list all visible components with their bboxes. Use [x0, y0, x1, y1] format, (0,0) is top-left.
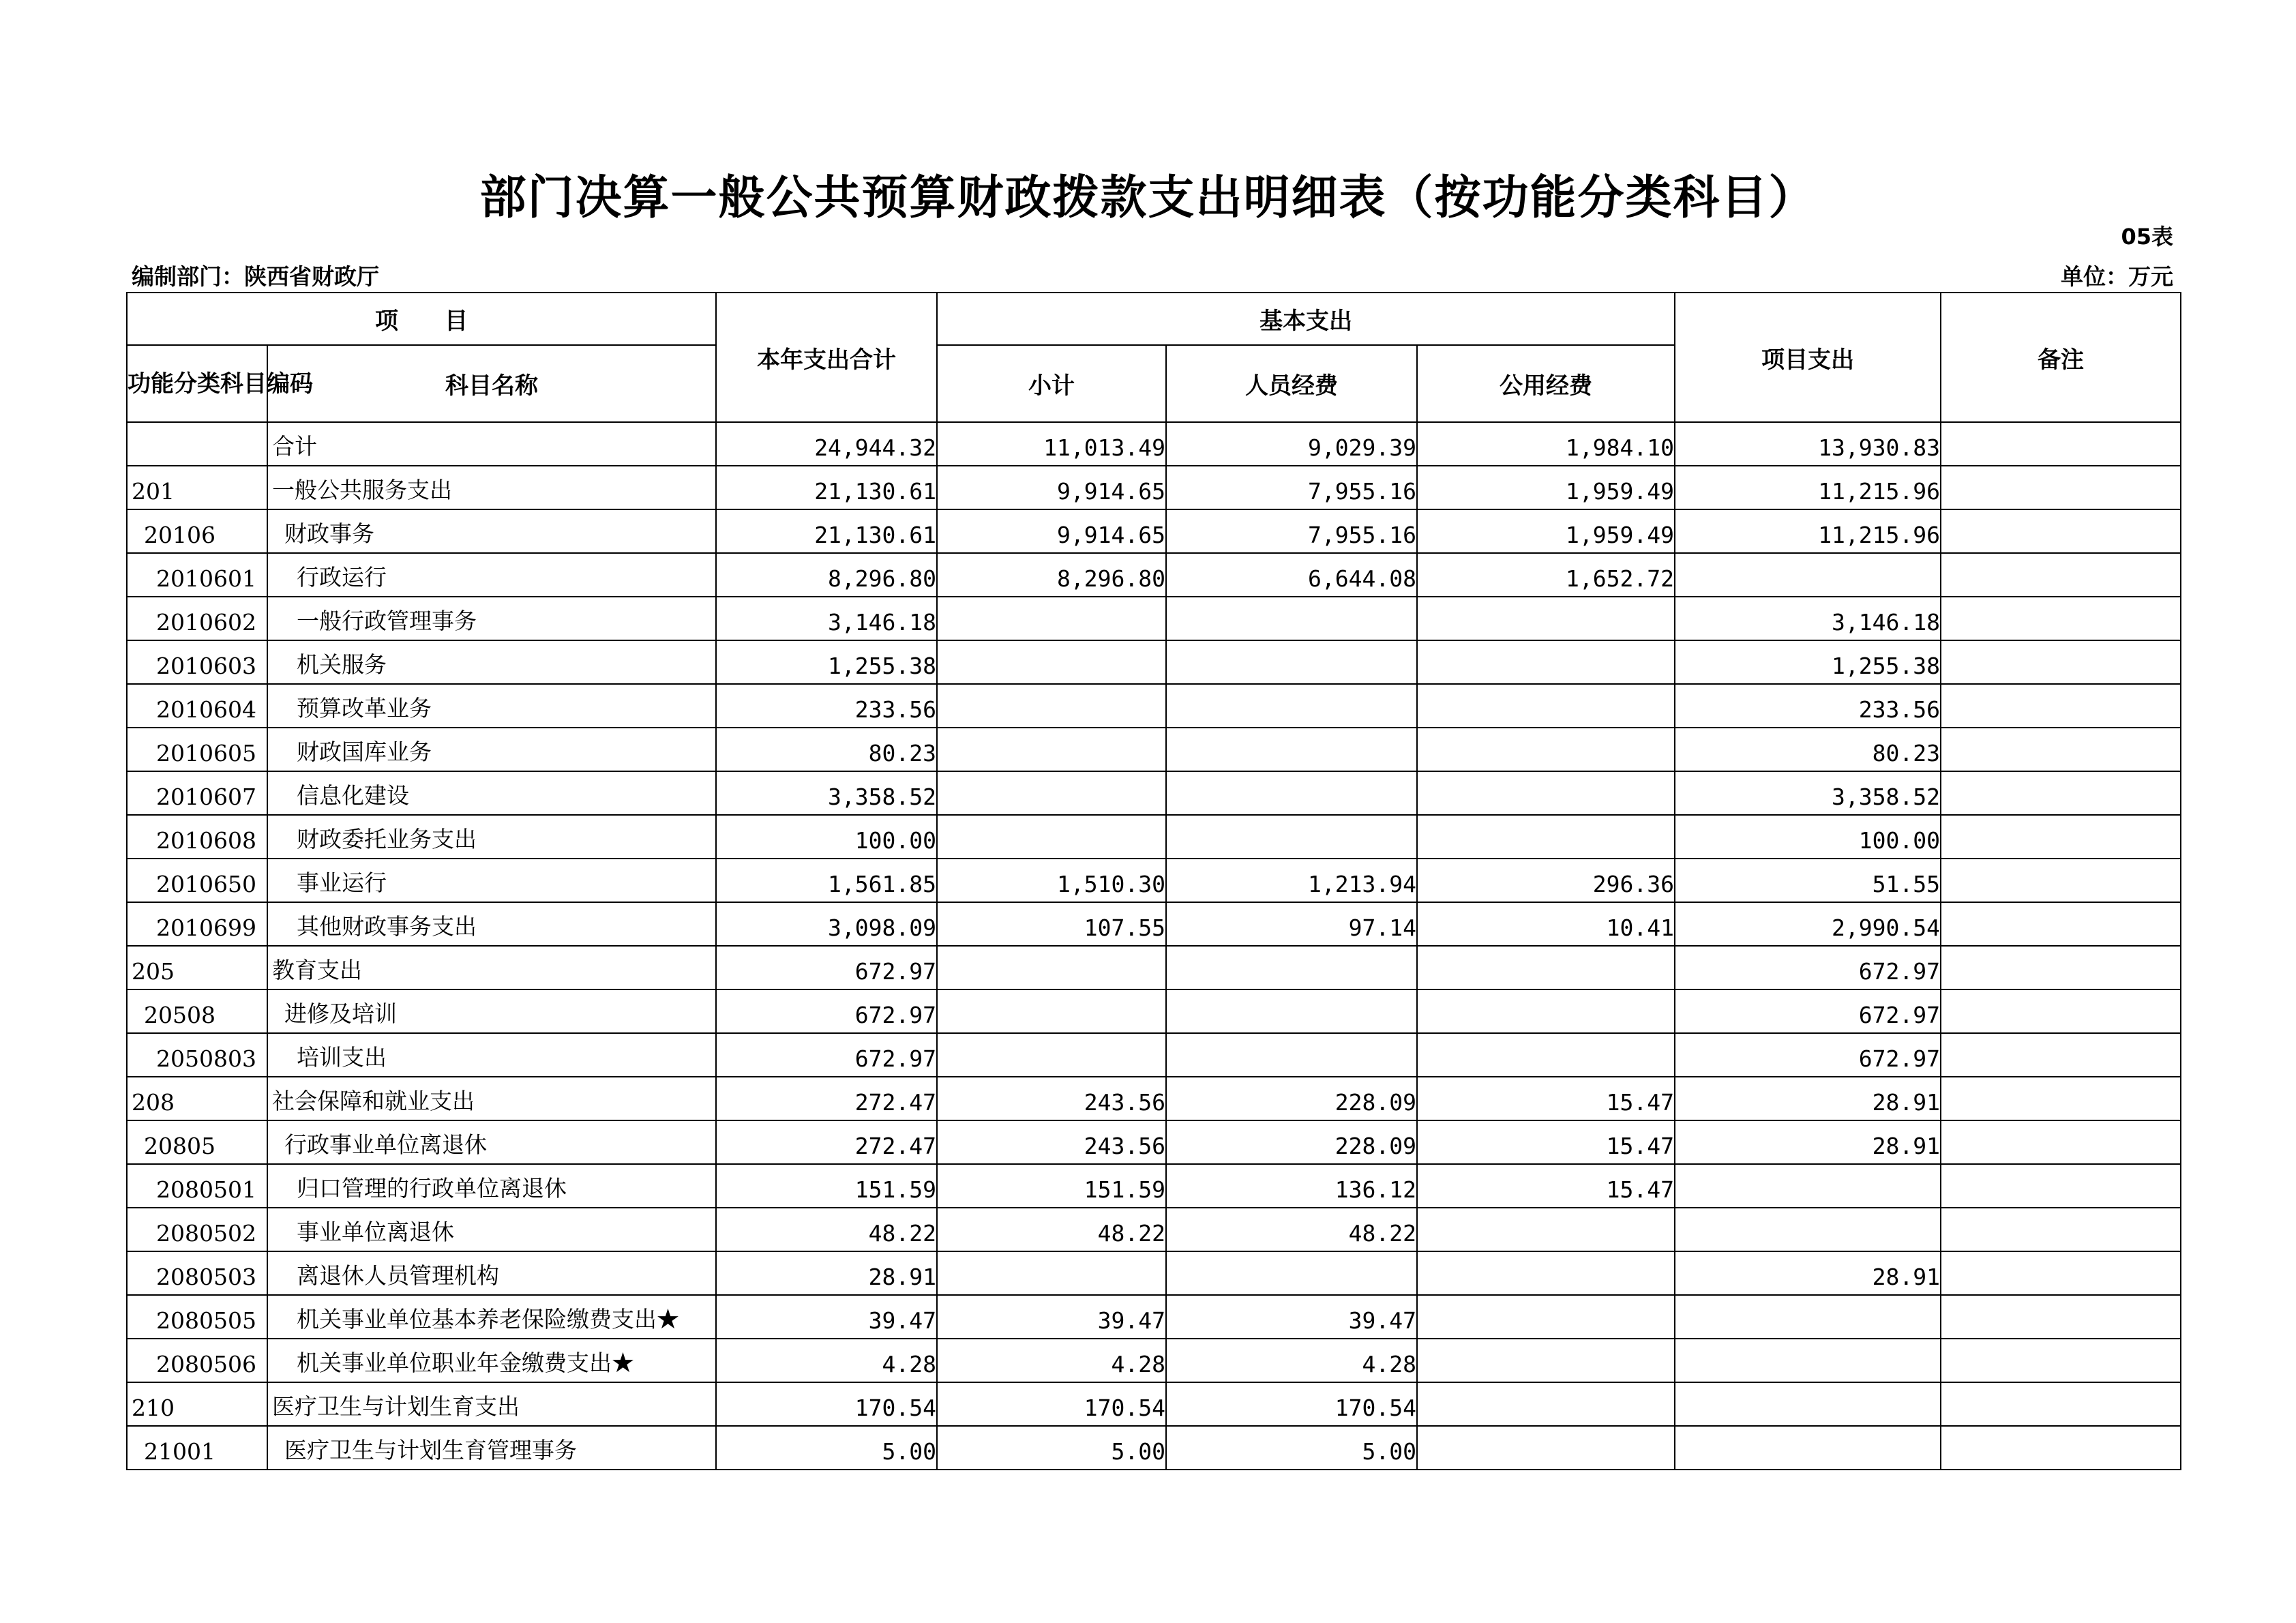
- table-row: [127, 466, 2181, 509]
- cell-subject-name: 机关事业单位基本养老保险缴费支出★: [267, 1295, 716, 1339]
- cell-note: [1941, 1251, 2181, 1295]
- cell-subtotal: 243.56: [937, 1120, 1166, 1164]
- cell-note: [1941, 640, 2181, 684]
- cell-subtotal: [937, 989, 1166, 1033]
- cell-public: [1417, 1033, 1675, 1077]
- cell-personnel: 6,644.08: [1166, 553, 1417, 597]
- cell-subtotal: 5.00: [937, 1426, 1166, 1470]
- cell-function-code: 210: [127, 1382, 267, 1426]
- header-subject-name: 科目名称: [267, 345, 716, 422]
- cell-subtotal: [937, 946, 1166, 989]
- cell-subject-name: 进修及培训: [267, 989, 716, 1033]
- cell-function-code: 20805: [127, 1120, 267, 1164]
- cell-note: [1941, 946, 2181, 989]
- cell-total: 1,561.85: [716, 859, 937, 902]
- table-row: [127, 1120, 2181, 1164]
- cell-public: [1417, 597, 1675, 640]
- cell-public: [1417, 728, 1675, 771]
- cell-subtotal: 8,296.80: [937, 553, 1166, 597]
- cell-project: 2,990.54: [1675, 902, 1941, 946]
- cell-total: 672.97: [716, 989, 937, 1033]
- cell-personnel: [1166, 597, 1417, 640]
- cell-project: 672.97: [1675, 946, 1941, 989]
- cell-note: [1941, 859, 2181, 902]
- cell-public: [1417, 1251, 1675, 1295]
- table-row: [127, 1251, 2181, 1295]
- cell-total: 8,296.80: [716, 553, 937, 597]
- cell-public: 10.41: [1417, 902, 1675, 946]
- cell-function-code: 2080506: [127, 1339, 267, 1382]
- cell-subject-name: 财政事务: [267, 509, 716, 553]
- cell-personnel: 136.12: [1166, 1164, 1417, 1208]
- cell-project: 11,215.96: [1675, 466, 1941, 509]
- cell-subject-name: 合计: [267, 422, 716, 466]
- header-function-code: 功能分类科目编码: [127, 345, 267, 422]
- cell-subtotal: 107.55: [937, 902, 1166, 946]
- cell-project: [1675, 1164, 1941, 1208]
- cell-personnel: [1166, 815, 1417, 859]
- cell-subject-name: 财政国库业务: [267, 728, 716, 771]
- cell-project: 51.55: [1675, 859, 1941, 902]
- table-row: [127, 1426, 2181, 1470]
- compiling-department: 编制部门：陕西省财政厅: [132, 263, 379, 290]
- cell-note: [1941, 1339, 2181, 1382]
- cell-subtotal: [937, 1033, 1166, 1077]
- cell-subtotal: 1,510.30: [937, 859, 1166, 902]
- cell-note: [1941, 771, 2181, 815]
- cell-public: [1417, 946, 1675, 989]
- cell-personnel: [1166, 684, 1417, 728]
- header-public: 公用经费: [1417, 345, 1675, 422]
- cell-function-code: 2010604: [127, 684, 267, 728]
- cell-subject-name: 行政事业单位离退休: [267, 1120, 716, 1164]
- cell-function-code: 2010603: [127, 640, 267, 684]
- cell-total: 100.00: [716, 815, 937, 859]
- cell-public: [1417, 989, 1675, 1033]
- cell-project: 3,358.52: [1675, 771, 1941, 815]
- cell-note: [1941, 728, 2181, 771]
- cell-subject-name: 离退休人员管理机构: [267, 1251, 716, 1295]
- cell-project: 672.97: [1675, 989, 1941, 1033]
- cell-personnel: [1166, 989, 1417, 1033]
- cell-project: 100.00: [1675, 815, 1941, 859]
- cell-function-code: 201: [127, 466, 267, 509]
- cell-total: 48.22: [716, 1208, 937, 1251]
- header-personnel: 人员经费: [1166, 345, 1417, 422]
- cell-function-code: 20106: [127, 509, 267, 553]
- cell-subject-name: 医疗卫生与计划生育支出: [267, 1382, 716, 1426]
- table-row: [127, 684, 2181, 728]
- cell-subtotal: [937, 728, 1166, 771]
- cell-total: 21,130.61: [716, 466, 937, 509]
- header-basic-expenditure: 基本支出: [937, 293, 1675, 345]
- form-number: 05表: [2121, 224, 2173, 250]
- cell-personnel: [1166, 728, 1417, 771]
- cell-project: [1675, 1295, 1941, 1339]
- cell-personnel: 7,955.16: [1166, 509, 1417, 553]
- cell-personnel: 228.09: [1166, 1077, 1417, 1120]
- cell-public: 1,959.49: [1417, 466, 1675, 509]
- table-row: [127, 1164, 2181, 1208]
- cell-public: [1417, 1382, 1675, 1426]
- cell-total: 28.91: [716, 1251, 937, 1295]
- cell-subject-name: 行政运行: [267, 553, 716, 597]
- cell-personnel: 9,029.39: [1166, 422, 1417, 466]
- table-row: [127, 597, 2181, 640]
- cell-project: 28.91: [1675, 1251, 1941, 1295]
- cell-total: 3,146.18: [716, 597, 937, 640]
- cell-subject-name: 预算改革业务: [267, 684, 716, 728]
- cell-subtotal: 151.59: [937, 1164, 1166, 1208]
- cell-total: 151.59: [716, 1164, 937, 1208]
- cell-project: 3,146.18: [1675, 597, 1941, 640]
- cell-public: 1,959.49: [1417, 509, 1675, 553]
- cell-personnel: 170.54: [1166, 1382, 1417, 1426]
- table-row: [127, 771, 2181, 815]
- cell-project: 233.56: [1675, 684, 1941, 728]
- header-subtotal: 小计: [937, 345, 1166, 422]
- cell-public: 15.47: [1417, 1120, 1675, 1164]
- table-row: [127, 1339, 2181, 1382]
- cell-personnel: [1166, 640, 1417, 684]
- cell-note: [1941, 597, 2181, 640]
- cell-subtotal: 11,013.49: [937, 422, 1166, 466]
- cell-function-code: 2010605: [127, 728, 267, 771]
- cell-subject-name: 一般公共服务支出: [267, 466, 716, 509]
- cell-subject-name: 其他财政事务支出: [267, 902, 716, 946]
- cell-project: [1675, 1339, 1941, 1382]
- cell-subtotal: [937, 640, 1166, 684]
- table-row: [127, 509, 2181, 553]
- cell-project: 1,255.38: [1675, 640, 1941, 684]
- cell-personnel: 39.47: [1166, 1295, 1417, 1339]
- table-row: [127, 989, 2181, 1033]
- cell-total: 3,358.52: [716, 771, 937, 815]
- cell-subtotal: 170.54: [937, 1382, 1166, 1426]
- cell-total: 4.28: [716, 1339, 937, 1382]
- cell-note: [1941, 466, 2181, 509]
- cell-function-code: 2010601: [127, 553, 267, 597]
- table-row: [127, 1382, 2181, 1426]
- header-total: 本年支出合计: [716, 293, 937, 422]
- cell-note: [1941, 1077, 2181, 1120]
- cell-note: [1941, 509, 2181, 553]
- cell-note: [1941, 422, 2181, 466]
- cell-total: 272.47: [716, 1077, 937, 1120]
- table-row: [127, 640, 2181, 684]
- cell-subject-name: 财政委托业务支出: [267, 815, 716, 859]
- cell-personnel: 1,213.94: [1166, 859, 1417, 902]
- cell-personnel: [1166, 771, 1417, 815]
- cell-personnel: [1166, 1251, 1417, 1295]
- cell-subject-name: 归口管理的行政单位离退休: [267, 1164, 716, 1208]
- cell-subject-name: 机关服务: [267, 640, 716, 684]
- cell-subject-name: 机关事业单位职业年金缴费支出★: [267, 1339, 716, 1382]
- cell-function-code: 2050803: [127, 1033, 267, 1077]
- cell-subtotal: 4.28: [937, 1339, 1166, 1382]
- cell-public: [1417, 684, 1675, 728]
- cell-function-code: 205: [127, 946, 267, 989]
- cell-project: 80.23: [1675, 728, 1941, 771]
- header-project-expenditure: 项目支出: [1675, 293, 1941, 422]
- cell-function-code: 2080502: [127, 1208, 267, 1251]
- page-title: 部门决算一般公共预算财政拨款支出明细表（按功能分类科目）: [479, 171, 1817, 225]
- currency-unit: 单位：万元: [2061, 263, 2173, 290]
- table-row: [127, 728, 2181, 771]
- cell-public: [1417, 640, 1675, 684]
- cell-public: [1417, 1295, 1675, 1339]
- table-row: [127, 1208, 2181, 1251]
- cell-function-code: 2080505: [127, 1295, 267, 1339]
- cell-total: 39.47: [716, 1295, 937, 1339]
- expenditure-table: [126, 292, 2181, 1470]
- cell-note: [1941, 1295, 2181, 1339]
- cell-note: [1941, 815, 2181, 859]
- cell-function-code: 2010650: [127, 859, 267, 902]
- cell-public: [1417, 1339, 1675, 1382]
- cell-total: 1,255.38: [716, 640, 937, 684]
- table-row: [127, 946, 2181, 989]
- cell-subtotal: [937, 771, 1166, 815]
- cell-total: 5.00: [716, 1426, 937, 1470]
- cell-personnel: [1166, 1033, 1417, 1077]
- cell-function-code: 2010699: [127, 902, 267, 946]
- table-row: [127, 1033, 2181, 1077]
- cell-subject-name: 教育支出: [267, 946, 716, 989]
- cell-subtotal: [937, 684, 1166, 728]
- cell-project: [1675, 1208, 1941, 1251]
- cell-personnel: 4.28: [1166, 1339, 1417, 1382]
- cell-project: [1675, 1426, 1941, 1470]
- cell-note: [1941, 1426, 2181, 1470]
- cell-subtotal: 243.56: [937, 1077, 1166, 1120]
- header-note: 备注: [1941, 293, 2181, 422]
- cell-subtotal: 9,914.65: [937, 466, 1166, 509]
- cell-personnel: 97.14: [1166, 902, 1417, 946]
- cell-project: [1675, 553, 1941, 597]
- cell-total: 21,130.61: [716, 509, 937, 553]
- cell-note: [1941, 553, 2181, 597]
- cell-function-code: 21001: [127, 1426, 267, 1470]
- cell-subtotal: [937, 1251, 1166, 1295]
- cell-function-code: 2010607: [127, 771, 267, 815]
- cell-public: [1417, 771, 1675, 815]
- cell-total: 3,098.09: [716, 902, 937, 946]
- cell-project: 11,215.96: [1675, 509, 1941, 553]
- cell-public: 296.36: [1417, 859, 1675, 902]
- table-row: [127, 815, 2181, 859]
- cell-project: 13,930.83: [1675, 422, 1941, 466]
- cell-project: 672.97: [1675, 1033, 1941, 1077]
- cell-public: 15.47: [1417, 1077, 1675, 1120]
- cell-subject-name: 社会保障和就业支出: [267, 1077, 716, 1120]
- cell-function-code: 2010608: [127, 815, 267, 859]
- table-row: [127, 902, 2181, 946]
- cell-personnel: [1166, 946, 1417, 989]
- cell-public: [1417, 1208, 1675, 1251]
- table-row: [127, 1077, 2181, 1120]
- cell-note: [1941, 1208, 2181, 1251]
- cell-total: 233.56: [716, 684, 937, 728]
- cell-subject-name: 培训支出: [267, 1033, 716, 1077]
- cell-note: [1941, 1164, 2181, 1208]
- cell-personnel: 5.00: [1166, 1426, 1417, 1470]
- cell-public: [1417, 1426, 1675, 1470]
- cell-personnel: 228.09: [1166, 1120, 1417, 1164]
- cell-function-code: 2080503: [127, 1251, 267, 1295]
- cell-note: [1941, 1382, 2181, 1426]
- cell-project: 28.91: [1675, 1077, 1941, 1120]
- cell-note: [1941, 1033, 2181, 1077]
- cell-subject-name: 医疗卫生与计划生育管理事务: [267, 1426, 716, 1470]
- cell-total: 272.47: [716, 1120, 937, 1164]
- cell-project: 28.91: [1675, 1120, 1941, 1164]
- cell-subtotal: [937, 597, 1166, 640]
- cell-subject-name: 一般行政管理事务: [267, 597, 716, 640]
- cell-subtotal: 9,914.65: [937, 509, 1166, 553]
- table-row: [127, 859, 2181, 902]
- cell-subtotal: 48.22: [937, 1208, 1166, 1251]
- table-row: [127, 553, 2181, 597]
- cell-subject-name: 信息化建设: [267, 771, 716, 815]
- cell-note: [1941, 902, 2181, 946]
- table-row: [127, 1295, 2181, 1339]
- cell-function-code: 20508: [127, 989, 267, 1033]
- cell-total: 170.54: [716, 1382, 937, 1426]
- cell-project: [1675, 1382, 1941, 1426]
- cell-total: 80.23: [716, 728, 937, 771]
- cell-public: 1,652.72: [1417, 553, 1675, 597]
- cell-subject-name: 事业单位离退休: [267, 1208, 716, 1251]
- header-item: 项 目: [127, 293, 716, 345]
- table-row: [127, 422, 2181, 466]
- cell-function-code: 2010602: [127, 597, 267, 640]
- cell-function-code: 2080501: [127, 1164, 267, 1208]
- cell-subtotal: [937, 815, 1166, 859]
- cell-public: 1,984.10: [1417, 422, 1675, 466]
- cell-total: 672.97: [716, 1033, 937, 1077]
- cell-note: [1941, 684, 2181, 728]
- cell-subtotal: 39.47: [937, 1295, 1166, 1339]
- cell-function-code: 208: [127, 1077, 267, 1120]
- cell-public: 15.47: [1417, 1164, 1675, 1208]
- cell-subject-name: 事业运行: [267, 859, 716, 902]
- cell-function-code: [127, 422, 267, 466]
- cell-personnel: 48.22: [1166, 1208, 1417, 1251]
- cell-note: [1941, 1120, 2181, 1164]
- cell-personnel: 7,955.16: [1166, 466, 1417, 509]
- cell-total: 24,944.32: [716, 422, 937, 466]
- cell-total: 672.97: [716, 946, 937, 989]
- cell-public: [1417, 815, 1675, 859]
- cell-note: [1941, 989, 2181, 1033]
